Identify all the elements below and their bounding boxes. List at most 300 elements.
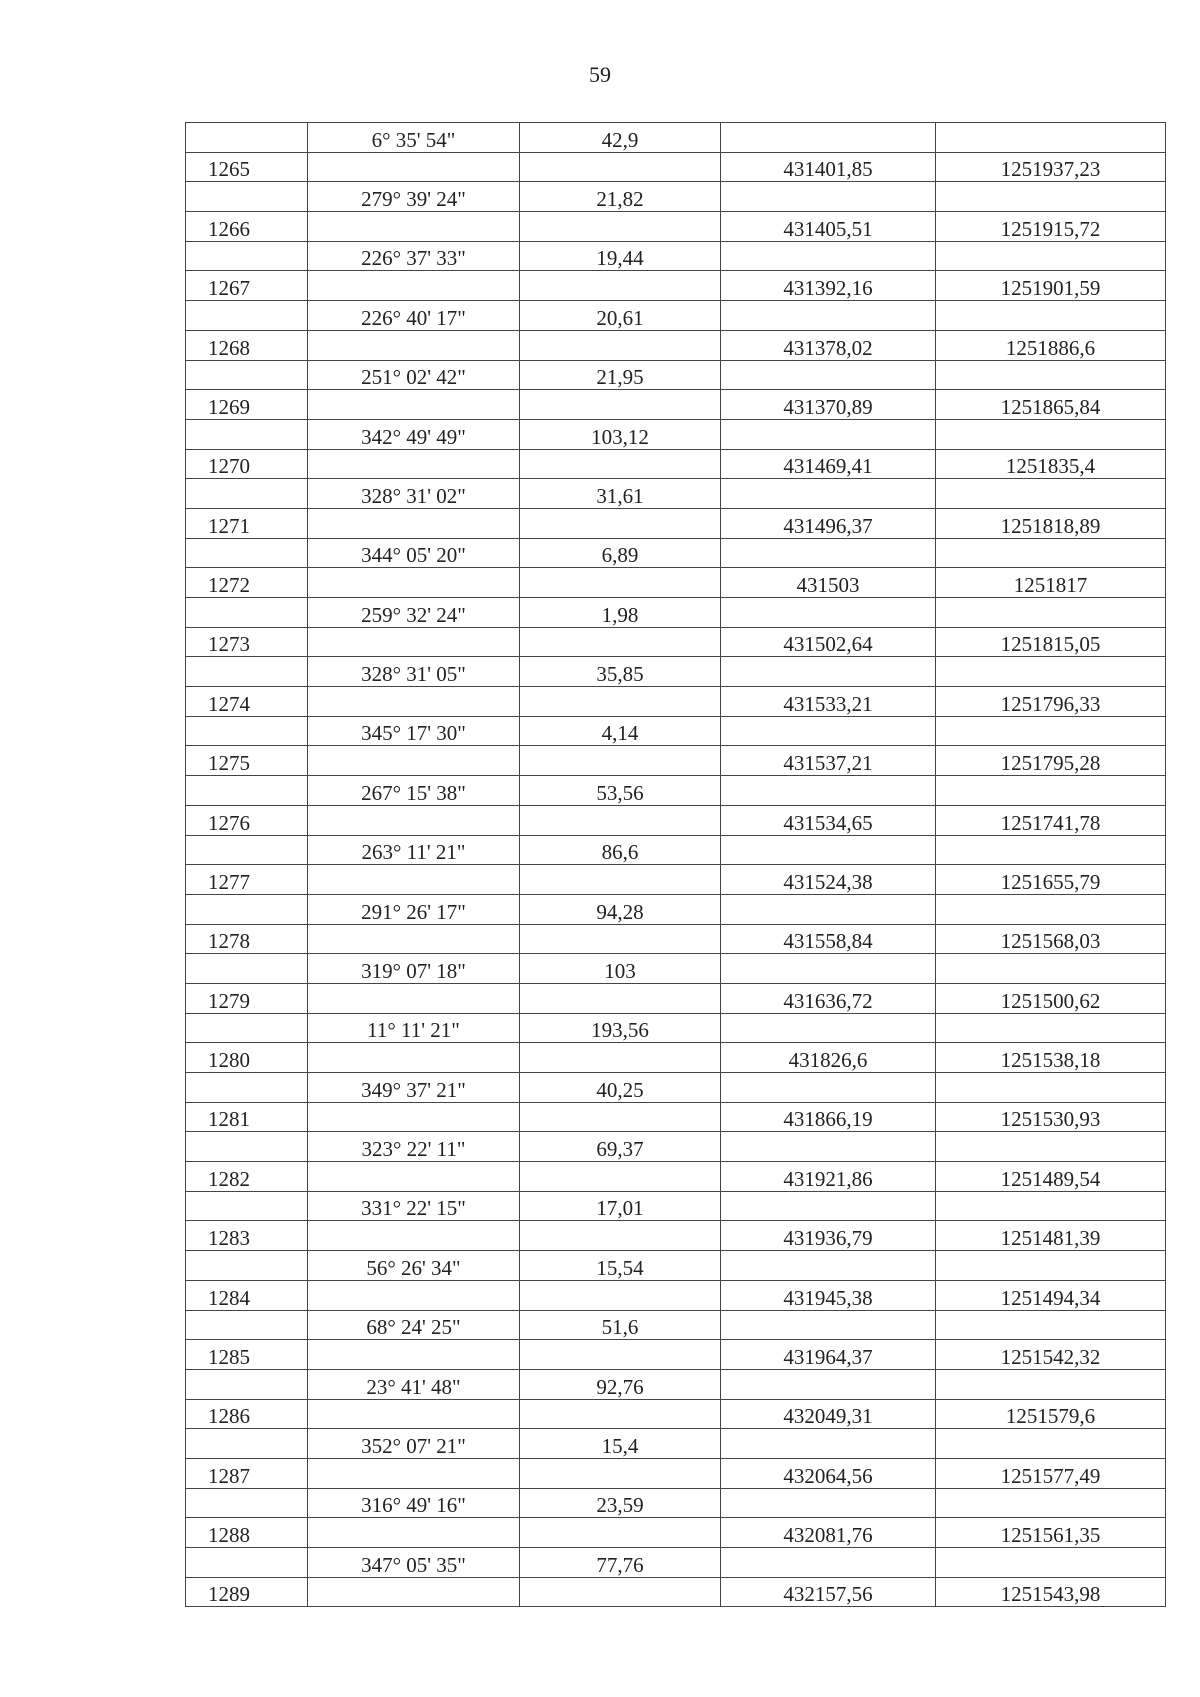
segment-row <box>186 894 1166 924</box>
distance-cell <box>520 152 721 182</box>
y-coordinate-cell: 1251655,79 <box>936 865 1166 895</box>
point-cell <box>186 1132 308 1162</box>
direction-angle-cell <box>308 449 520 479</box>
segment-row <box>186 1548 1166 1578</box>
direction-angle-cell: 328° 31' 02" <box>308 479 520 509</box>
segment-row <box>186 123 1166 153</box>
distance-cell <box>520 1280 721 1310</box>
direction-angle-cell <box>308 805 520 835</box>
direction-angle-cell: 6° 35' 54" <box>308 123 520 153</box>
x-coordinate-cell: 431503 <box>721 568 936 598</box>
point-cell: 1282 <box>186 1162 308 1192</box>
point-row <box>186 687 1166 717</box>
point-cell: 1265 <box>186 152 308 182</box>
direction-angle-cell <box>308 212 520 242</box>
distance-cell: 35,85 <box>520 657 721 687</box>
x-coordinate-cell: 432081,76 <box>721 1518 936 1548</box>
distance-cell: 77,76 <box>520 1548 721 1578</box>
x-coordinate-cell: 432049,31 <box>721 1399 936 1429</box>
segment-row <box>186 241 1166 271</box>
coordinates-table <box>185 122 1166 1607</box>
y-coordinate-cell: 1251489,54 <box>936 1162 1166 1192</box>
direction-angle-cell: 68° 24' 25" <box>308 1310 520 1340</box>
distance-cell <box>520 805 721 835</box>
point-cell: 1286 <box>186 1399 308 1429</box>
distance-cell: 19,44 <box>520 241 721 271</box>
distance-cell <box>520 627 721 657</box>
point-row <box>186 627 1166 657</box>
x-coordinate-cell: 431378,02 <box>721 330 936 360</box>
x-coordinate-cell: 431945,38 <box>721 1280 936 1310</box>
x-coordinate-cell <box>721 598 936 628</box>
y-coordinate-cell: 1251865,84 <box>936 390 1166 420</box>
direction-angle-cell: 323° 22' 11" <box>308 1132 520 1162</box>
distance-cell <box>520 1340 721 1370</box>
x-coordinate-cell: 432157,56 <box>721 1577 936 1607</box>
x-coordinate-cell: 432064,56 <box>721 1458 936 1488</box>
x-coordinate-cell <box>721 776 936 806</box>
direction-angle-cell: 347° 05' 35" <box>308 1548 520 1578</box>
point-row <box>186 865 1166 895</box>
distance-cell: 31,61 <box>520 479 721 509</box>
distance-cell: 86,6 <box>520 835 721 865</box>
point-cell: 1283 <box>186 1221 308 1251</box>
point-cell <box>186 241 308 271</box>
point-cell: 1284 <box>186 1280 308 1310</box>
distance-cell <box>520 1043 721 1073</box>
segment-row <box>186 1132 1166 1162</box>
direction-angle-cell: 11° 11' 21" <box>308 1013 520 1043</box>
distance-cell <box>520 390 721 420</box>
segment-row <box>186 835 1166 865</box>
distance-cell: 53,56 <box>520 776 721 806</box>
x-coordinate-cell <box>721 657 936 687</box>
x-coordinate-cell <box>721 1251 936 1281</box>
direction-angle-cell <box>308 508 520 538</box>
direction-angle-cell <box>308 983 520 1013</box>
segment-row <box>186 716 1166 746</box>
y-coordinate-cell: 1251835,4 <box>936 449 1166 479</box>
x-coordinate-cell <box>721 538 936 568</box>
y-coordinate-cell <box>936 123 1166 153</box>
segment-row <box>186 360 1166 390</box>
point-row <box>186 508 1166 538</box>
y-coordinate-cell <box>936 894 1166 924</box>
y-coordinate-cell <box>936 1310 1166 1340</box>
x-coordinate-cell <box>721 954 936 984</box>
direction-angle-cell: 349° 37' 21" <box>308 1073 520 1103</box>
direction-angle-cell: 331° 22' 15" <box>308 1191 520 1221</box>
distance-cell: 21,82 <box>520 182 721 212</box>
segment-row <box>186 1013 1166 1043</box>
direction-angle-cell <box>308 1221 520 1251</box>
segment-row <box>186 1429 1166 1459</box>
direction-angle-cell: 291° 26' 17" <box>308 894 520 924</box>
y-coordinate-cell <box>936 419 1166 449</box>
page-number: 59 <box>589 62 611 87</box>
distance-cell: 92,76 <box>520 1369 721 1399</box>
point-cell: 1271 <box>186 508 308 538</box>
direction-angle-cell: 56° 26' 34" <box>308 1251 520 1281</box>
distance-cell: 94,28 <box>520 894 721 924</box>
y-coordinate-cell <box>936 716 1166 746</box>
y-coordinate-cell <box>936 1251 1166 1281</box>
distance-cell: 103,12 <box>520 419 721 449</box>
x-coordinate-cell: 431469,41 <box>721 449 936 479</box>
direction-angle-cell: 319° 07' 18" <box>308 954 520 984</box>
segment-row <box>186 1488 1166 1518</box>
direction-angle-cell: 342° 49' 49" <box>308 419 520 449</box>
direction-angle-cell: 251° 02' 42" <box>308 360 520 390</box>
direction-angle-cell <box>308 1458 520 1488</box>
point-cell <box>186 301 308 331</box>
segment-row <box>186 657 1166 687</box>
point-row <box>186 271 1166 301</box>
point-cell: 1266 <box>186 212 308 242</box>
y-coordinate-cell: 1251901,59 <box>936 271 1166 301</box>
point-row <box>186 1518 1166 1548</box>
distance-cell <box>520 865 721 895</box>
direction-angle-cell <box>308 330 520 360</box>
point-row <box>186 568 1166 598</box>
segment-row <box>186 1310 1166 1340</box>
point-cell <box>186 657 308 687</box>
distance-cell <box>520 1162 721 1192</box>
y-coordinate-cell <box>936 1548 1166 1578</box>
y-coordinate-cell: 1251542,32 <box>936 1340 1166 1370</box>
x-coordinate-cell: 431502,64 <box>721 627 936 657</box>
direction-angle-cell <box>308 1399 520 1429</box>
segment-row <box>186 1369 1166 1399</box>
segment-row <box>186 776 1166 806</box>
point-cell <box>186 835 308 865</box>
point-row <box>186 390 1166 420</box>
point-cell: 1288 <box>186 1518 308 1548</box>
distance-cell: 21,95 <box>520 360 721 390</box>
point-cell <box>186 1013 308 1043</box>
x-coordinate-cell: 431866,19 <box>721 1102 936 1132</box>
direction-angle-cell: 259° 32' 24" <box>308 598 520 628</box>
distance-cell <box>520 508 721 538</box>
point-cell: 1269 <box>186 390 308 420</box>
point-cell <box>186 182 308 212</box>
direction-angle-cell <box>308 746 520 776</box>
x-coordinate-cell: 431537,21 <box>721 746 936 776</box>
distance-cell <box>520 1102 721 1132</box>
point-cell <box>186 538 308 568</box>
x-coordinate-cell <box>721 182 936 212</box>
point-cell: 1285 <box>186 1340 308 1370</box>
y-coordinate-cell: 1251538,18 <box>936 1043 1166 1073</box>
point-cell: 1278 <box>186 924 308 954</box>
distance-cell: 1,98 <box>520 598 721 628</box>
distance-cell <box>520 687 721 717</box>
point-cell <box>186 1369 308 1399</box>
point-row <box>186 983 1166 1013</box>
direction-angle-cell: 226° 40' 17" <box>308 301 520 331</box>
distance-cell: 15,4 <box>520 1429 721 1459</box>
segment-row <box>186 598 1166 628</box>
distance-cell: 17,01 <box>520 1191 721 1221</box>
point-cell <box>186 1251 308 1281</box>
direction-angle-cell: 316° 49' 16" <box>308 1488 520 1518</box>
x-coordinate-cell: 431401,85 <box>721 152 936 182</box>
distance-cell: 6,89 <box>520 538 721 568</box>
y-coordinate-cell <box>936 1369 1166 1399</box>
y-coordinate-cell: 1251915,72 <box>936 212 1166 242</box>
point-cell <box>186 1548 308 1578</box>
distance-cell: 4,14 <box>520 716 721 746</box>
point-row <box>186 746 1166 776</box>
direction-angle-cell <box>308 865 520 895</box>
point-cell <box>186 360 308 390</box>
point-row <box>186 805 1166 835</box>
x-coordinate-cell <box>721 360 936 390</box>
point-row <box>186 1280 1166 1310</box>
y-coordinate-cell: 1251817 <box>936 568 1166 598</box>
point-cell <box>186 419 308 449</box>
y-coordinate-cell <box>936 1073 1166 1103</box>
distance-cell <box>520 568 721 598</box>
distance-cell: 40,25 <box>520 1073 721 1103</box>
point-row <box>186 1043 1166 1073</box>
distance-cell: 103 <box>520 954 721 984</box>
point-row <box>186 1340 1166 1370</box>
distance-cell: 20,61 <box>520 301 721 331</box>
y-coordinate-cell: 1251937,23 <box>936 152 1166 182</box>
point-cell: 1289 <box>186 1577 308 1607</box>
point-cell: 1276 <box>186 805 308 835</box>
y-coordinate-cell <box>936 835 1166 865</box>
y-coordinate-cell <box>936 1488 1166 1518</box>
x-coordinate-cell <box>721 894 936 924</box>
point-row <box>186 1577 1166 1607</box>
y-coordinate-cell: 1251543,98 <box>936 1577 1166 1607</box>
point-row <box>186 212 1166 242</box>
distance-cell <box>520 924 721 954</box>
segment-row <box>186 1191 1166 1221</box>
point-cell: 1267 <box>186 271 308 301</box>
segment-row <box>186 479 1166 509</box>
y-coordinate-cell <box>936 657 1166 687</box>
point-cell: 1270 <box>186 449 308 479</box>
point-row <box>186 330 1166 360</box>
x-coordinate-cell <box>721 1310 936 1340</box>
x-coordinate-cell <box>721 479 936 509</box>
direction-angle-cell: 279° 39' 24" <box>308 182 520 212</box>
point-cell: 1272 <box>186 568 308 598</box>
point-cell <box>186 894 308 924</box>
segment-row <box>186 1251 1166 1281</box>
x-coordinate-cell: 431392,16 <box>721 271 936 301</box>
direction-angle-cell <box>308 1162 520 1192</box>
x-coordinate-cell: 431533,21 <box>721 687 936 717</box>
x-coordinate-cell <box>721 1429 936 1459</box>
x-coordinate-cell: 431964,37 <box>721 1340 936 1370</box>
direction-angle-cell: 267° 15' 38" <box>308 776 520 806</box>
x-coordinate-cell: 431534,65 <box>721 805 936 835</box>
direction-angle-cell <box>308 924 520 954</box>
y-coordinate-cell: 1251796,33 <box>936 687 1166 717</box>
point-cell <box>186 1429 308 1459</box>
direction-angle-cell <box>308 1518 520 1548</box>
distance-cell <box>520 746 721 776</box>
x-coordinate-cell <box>721 419 936 449</box>
point-cell <box>186 1310 308 1340</box>
x-coordinate-cell <box>721 123 936 153</box>
point-cell <box>186 954 308 984</box>
y-coordinate-cell <box>936 182 1166 212</box>
direction-angle-cell: 344° 05' 20" <box>308 538 520 568</box>
point-cell: 1274 <box>186 687 308 717</box>
distance-cell <box>520 1518 721 1548</box>
point-row <box>186 1162 1166 1192</box>
x-coordinate-cell <box>721 1488 936 1518</box>
distance-cell <box>520 330 721 360</box>
direction-angle-cell <box>308 271 520 301</box>
distance-cell <box>520 212 721 242</box>
point-cell: 1280 <box>186 1043 308 1073</box>
direction-angle-cell <box>308 687 520 717</box>
direction-angle-cell <box>308 1577 520 1607</box>
y-coordinate-cell <box>936 479 1166 509</box>
point-cell <box>186 123 308 153</box>
point-row <box>186 1102 1166 1132</box>
point-cell <box>186 1488 308 1518</box>
x-coordinate-cell: 431558,84 <box>721 924 936 954</box>
y-coordinate-cell: 1251561,35 <box>936 1518 1166 1548</box>
y-coordinate-cell: 1251795,28 <box>936 746 1166 776</box>
point-cell: 1275 <box>186 746 308 776</box>
y-coordinate-cell: 1251530,93 <box>936 1102 1166 1132</box>
y-coordinate-cell: 1251577,49 <box>936 1458 1166 1488</box>
x-coordinate-cell <box>721 1191 936 1221</box>
distance-cell: 69,37 <box>520 1132 721 1162</box>
x-coordinate-cell: 431921,86 <box>721 1162 936 1192</box>
x-coordinate-cell <box>721 1073 936 1103</box>
x-coordinate-cell: 431636,72 <box>721 983 936 1013</box>
direction-angle-cell <box>308 1340 520 1370</box>
x-coordinate-cell <box>721 1132 936 1162</box>
point-cell: 1279 <box>186 983 308 1013</box>
distance-cell <box>520 449 721 479</box>
y-coordinate-cell: 1251741,78 <box>936 805 1166 835</box>
y-coordinate-cell <box>936 776 1166 806</box>
y-coordinate-cell: 1251568,03 <box>936 924 1166 954</box>
y-coordinate-cell <box>936 241 1166 271</box>
y-coordinate-cell <box>936 538 1166 568</box>
point-row <box>186 924 1166 954</box>
y-coordinate-cell: 1251886,6 <box>936 330 1166 360</box>
distance-cell: 15,54 <box>520 1251 721 1281</box>
distance-cell <box>520 271 721 301</box>
distance-cell: 23,59 <box>520 1488 721 1518</box>
y-coordinate-cell: 1251481,39 <box>936 1221 1166 1251</box>
point-row <box>186 1458 1166 1488</box>
point-cell <box>186 598 308 628</box>
point-cell: 1273 <box>186 627 308 657</box>
direction-angle-cell <box>308 1043 520 1073</box>
point-cell <box>186 776 308 806</box>
x-coordinate-cell <box>721 1013 936 1043</box>
distance-cell: 193,56 <box>520 1013 721 1043</box>
direction-angle-cell <box>308 390 520 420</box>
x-coordinate-cell: 431405,51 <box>721 212 936 242</box>
segment-row <box>186 1073 1166 1103</box>
x-coordinate-cell <box>721 716 936 746</box>
direction-angle-cell: 328° 31' 05" <box>308 657 520 687</box>
distance-cell <box>520 1221 721 1251</box>
distance-cell: 51,6 <box>520 1310 721 1340</box>
segment-row <box>186 419 1166 449</box>
segment-row <box>186 954 1166 984</box>
distance-cell <box>520 1577 721 1607</box>
direction-angle-cell <box>308 1280 520 1310</box>
point-cell: 1268 <box>186 330 308 360</box>
direction-angle-cell: 226° 37' 33" <box>308 241 520 271</box>
distance-cell <box>520 1399 721 1429</box>
distance-cell: 42,9 <box>520 123 721 153</box>
y-coordinate-cell <box>936 954 1166 984</box>
x-coordinate-cell <box>721 241 936 271</box>
y-coordinate-cell <box>936 1013 1166 1043</box>
y-coordinate-cell: 1251494,34 <box>936 1280 1166 1310</box>
point-cell: 1281 <box>186 1102 308 1132</box>
x-coordinate-cell <box>721 835 936 865</box>
point-row <box>186 1221 1166 1251</box>
y-coordinate-cell <box>936 360 1166 390</box>
x-coordinate-cell <box>721 301 936 331</box>
segment-row <box>186 538 1166 568</box>
point-cell: 1287 <box>186 1458 308 1488</box>
x-coordinate-cell: 431496,37 <box>721 508 936 538</box>
x-coordinate-cell <box>721 1548 936 1578</box>
x-coordinate-cell: 431826,6 <box>721 1043 936 1073</box>
y-coordinate-cell <box>936 1132 1166 1162</box>
direction-angle-cell <box>308 1102 520 1132</box>
x-coordinate-cell: 431370,89 <box>721 390 936 420</box>
direction-angle-cell: 23° 41' 48" <box>308 1369 520 1399</box>
direction-angle-cell: 345° 17' 30" <box>308 716 520 746</box>
direction-angle-cell: 352° 07' 21" <box>308 1429 520 1459</box>
distance-cell <box>520 983 721 1013</box>
direction-angle-cell <box>308 568 520 598</box>
segment-row <box>186 182 1166 212</box>
y-coordinate-cell <box>936 1429 1166 1459</box>
direction-angle-cell <box>308 627 520 657</box>
y-coordinate-cell: 1251818,89 <box>936 508 1166 538</box>
y-coordinate-cell: 1251500,62 <box>936 983 1166 1013</box>
direction-angle-cell <box>308 152 520 182</box>
x-coordinate-cell <box>721 1369 936 1399</box>
segment-row <box>186 301 1166 331</box>
coordinates-table-body <box>186 123 1166 1607</box>
point-cell <box>186 1191 308 1221</box>
distance-cell <box>520 1458 721 1488</box>
point-cell <box>186 479 308 509</box>
y-coordinate-cell: 1251579,6 <box>936 1399 1166 1429</box>
direction-angle-cell: 263° 11' 21" <box>308 835 520 865</box>
y-coordinate-cell <box>936 301 1166 331</box>
x-coordinate-cell: 431524,38 <box>721 865 936 895</box>
y-coordinate-cell <box>936 598 1166 628</box>
y-coordinate-cell <box>936 1191 1166 1221</box>
y-coordinate-cell: 1251815,05 <box>936 627 1166 657</box>
point-cell <box>186 716 308 746</box>
point-cell <box>186 1073 308 1103</box>
x-coordinate-cell: 431936,79 <box>721 1221 936 1251</box>
point-cell: 1277 <box>186 865 308 895</box>
